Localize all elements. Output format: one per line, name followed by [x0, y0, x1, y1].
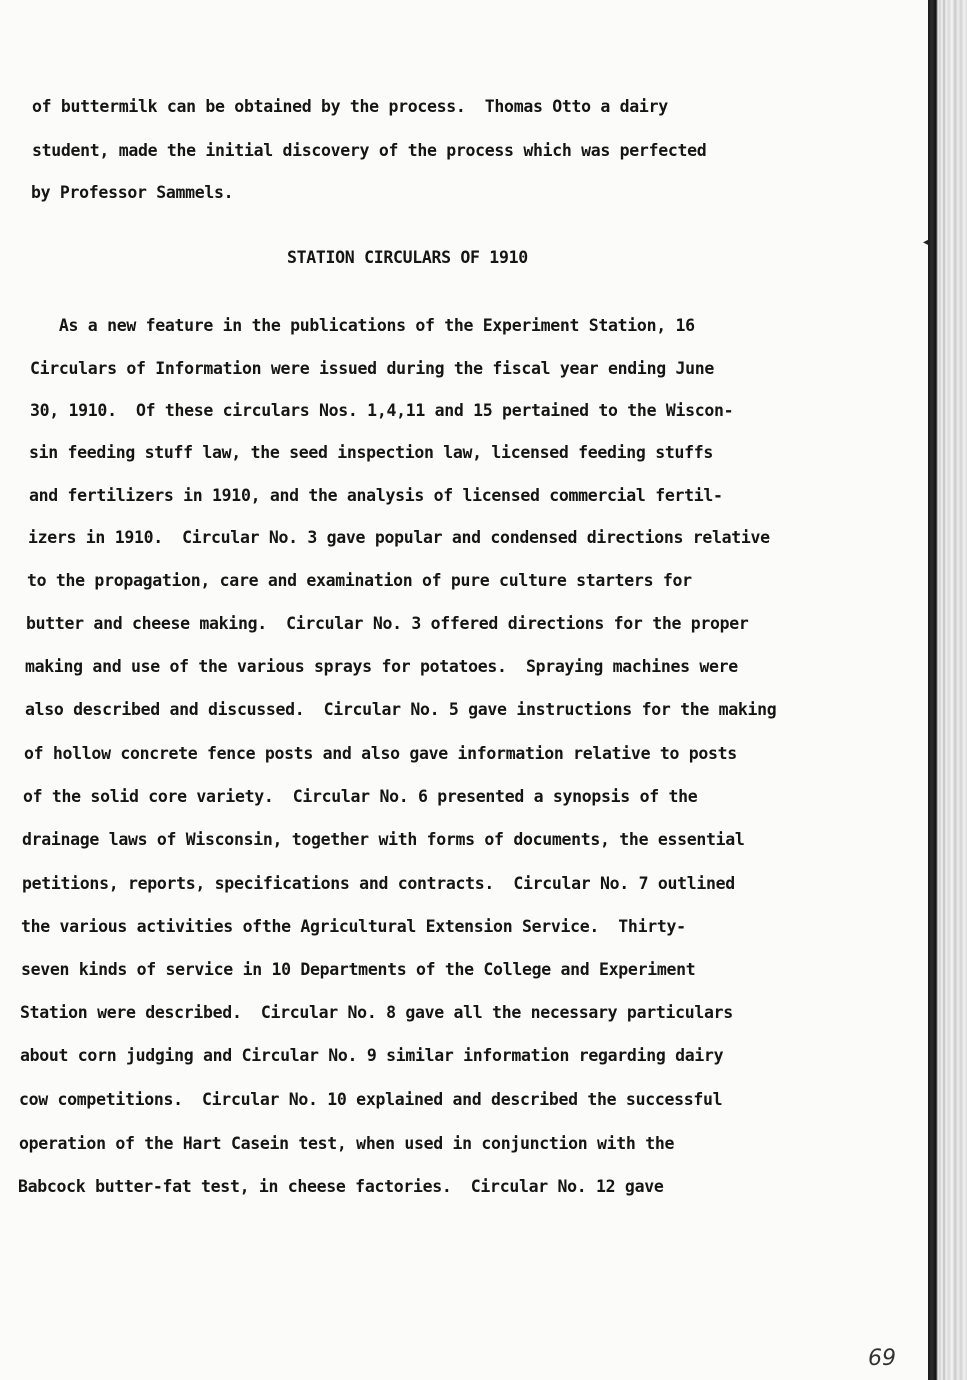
body-line-8: butter and cheese making. Circular No. 3 offered directions for the proper — [26, 614, 749, 633]
body-line-3: 30, 1910. Of these circulars Nos. 1,4,11 and 15 pertained to the Wiscon- — [30, 401, 734, 420]
body-line-20: operation of the Hart Casein test, when used in conjunction with the — [19, 1134, 675, 1153]
body-line-16: seven kinds of service in 10 Departments of the College and Experiment — [21, 960, 696, 979]
body-line-17: Station were described. Circular No. 8 gave all the necessary particulars — [20, 1003, 733, 1022]
text-line-2: student, made the initial discovery of the process which was perfected — [32, 141, 707, 160]
body-line-15: the various activities ofthe Agricultural Extension Service. Thirty- — [21, 917, 686, 936]
body-line-5: and fertilizers in 1910, and the analysis of licensed commercial fertil- — [29, 486, 723, 505]
scanned-page-edge — [928, 0, 967, 1380]
body-line-2: Circulars of Information were issued during the fiscal year ending June — [30, 359, 715, 378]
section-heading: STATION CIRCULARS OF 1910 — [287, 248, 528, 267]
body-line-19: cow competitions. Circular No. 10 explained and described the successful — [19, 1090, 723, 1109]
page-number: 69 — [868, 1346, 896, 1371]
body-line-9: making and use of the various sprays for potatoes. Spraying machines were — [25, 657, 738, 676]
text-line-1: of buttermilk can be obtained by the process. Thomas Otto a dairy — [32, 97, 668, 116]
body-line-10: also described and discussed. Circular No. 5 gave instructions for the making — [25, 700, 777, 719]
body-line-6: izers in 1910. Circular No. 3 gave popular and condensed directions relative — [28, 528, 770, 547]
text-line-3: by Professor Sammels. — [31, 183, 234, 202]
body-line-13: drainage laws of Wisconsin, together with forms of documents, the essential — [22, 830, 745, 849]
margin-mark: ◂ — [923, 237, 929, 248]
body-line-7: to the propagation, care and examination of pure culture starters for — [27, 571, 692, 590]
body-line-18: about corn judging and Circular No. 9 similar information regarding dairy — [20, 1046, 724, 1065]
body-line-4: sin feeding stuff law, the seed inspection law, licensed feeding stuffs — [29, 443, 714, 462]
body-line-14: petitions, reports, specifications and contracts. Circular No. 7 outlined — [22, 874, 735, 893]
body-line-12: of the solid core variety. Circular No. 6 presented a synopsis of the — [23, 787, 698, 806]
body-line-21: Babcock butter-fat test, in cheese factories. Circular No. 12 gave — [18, 1177, 664, 1196]
body-line-1: As a new feature in the publications of the Experiment Station, 16 — [30, 316, 695, 335]
body-line-11: of hollow concrete fence posts and also gave information relative to posts — [24, 744, 737, 763]
